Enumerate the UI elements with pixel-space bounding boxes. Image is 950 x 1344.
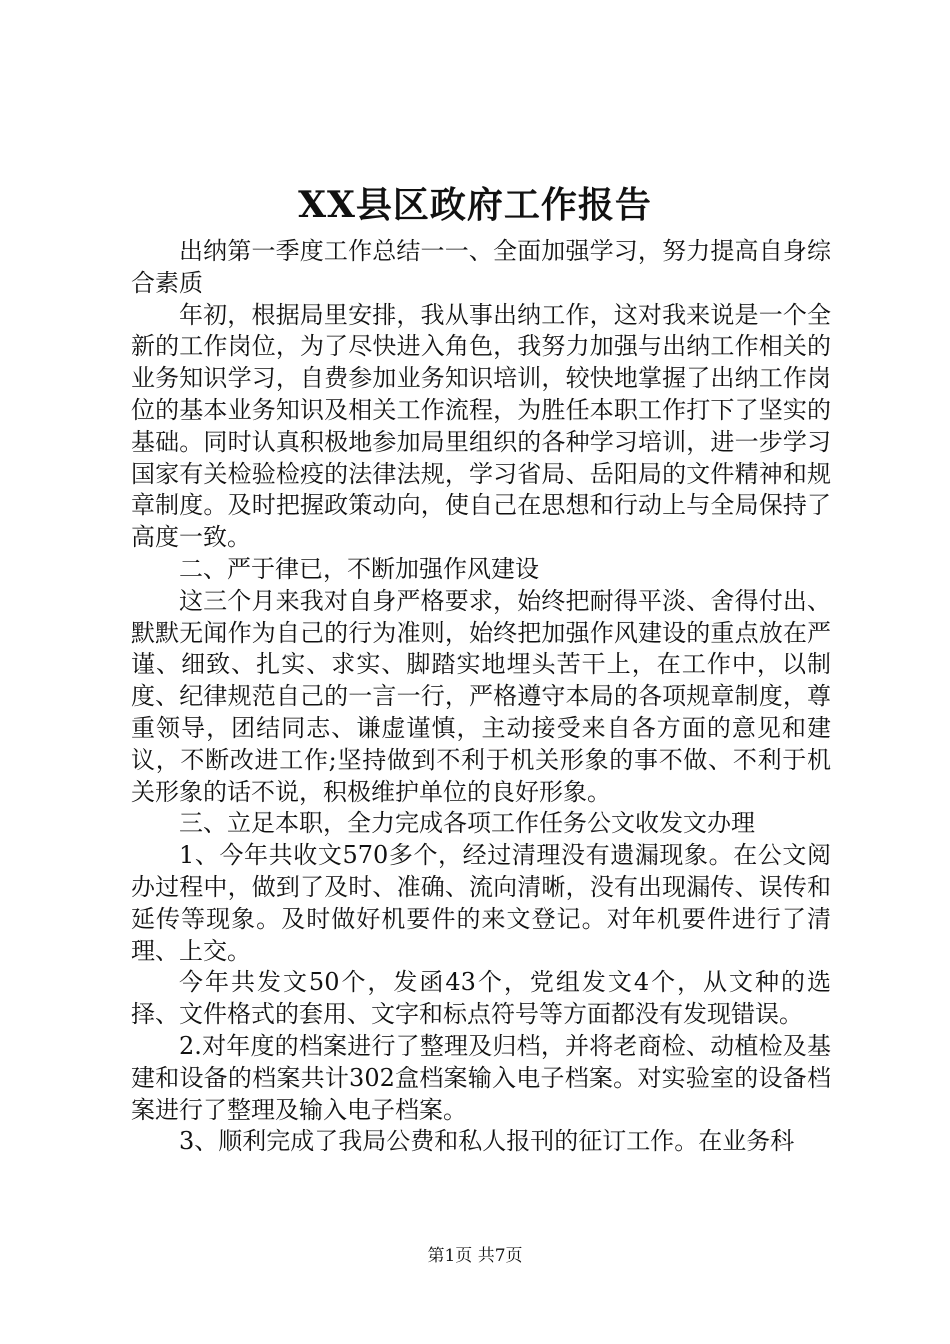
- paragraph: 二、严于律已，不断加强作风建设: [179, 554, 539, 583]
- paragraph: 今年共发文50个，发函43个，党组发文4个，从文种的选择、文件格式的套用、文字和标点符号等方面都没有发现错误。: [131, 968, 831, 1029]
- paragraph: 3、顺利完成了我局公费和私人报刊的征订工作。在业务科: [179, 1127, 795, 1156]
- page-number-footer: 第1页 共7页: [427, 1246, 523, 1266]
- paragraph: 年初，根据局里安排，我从事出纳工作，这对我来说是一个全新的工作岗位，为了尽快进入角色，我努力加强与出纳工作相关的业务知识学习，自费参加业务知识培训，较快地掌握了出纳工作岗位的基本业务知识及相关工作流程，为胜任本职工作打下了坚实的基础。同时认真积极地参加局里组织的各种学习培训，进一步学习国家有关检验检疫的法律法规，学习省局、岳阳局的文件精神和规章制度。及时把握政策动向，使自己在思想和行动上与全局保持了高度一致。: [131, 300, 831, 552]
- paragraph: 三、立足本职，全力完成各项工作任务公文收发文办理: [179, 809, 755, 838]
- paragraph: 2.对年度的档案进行了整理及归档，并将老商检、动植检及基建和设备的档案共计302盒档案输入电子档案。对实验室的设备档案进行了整理及输入电子档案。: [131, 1031, 831, 1124]
- paragraph: 这三个月来我对自身严格要求，始终把耐得平淡、舍得付出、默默无闻作为自己的行为准则，始终把加强作风建设的重点放在严谨、细致、扎实、求实、脚踏实地埋头苦干上，在工作中，以制度、纪律规范自己的一言一行，严格遵守本局的各项规章制度，尊重领导，团结同志、谦虚谨慎，主动接受来自各方面的意见和建议，不断改进工作;坚持做到不利于机关形象的事不做、不利于机关形象的话不说，积极维护单位的良好形象。: [131, 586, 831, 806]
- paragraph: 1、今年共收文570多个，经过清理没有遗漏现象。在公文阅办过程中，做到了及时、准确、流向清晰，没有出现漏传、误传和延传等现象。及时做好机要件的来文登记。对年机要件进行了清理、上交。: [131, 841, 831, 965]
- document-title: XX县区政府工作报告: [298, 184, 652, 226]
- document-body: [131, 236, 831, 1158]
- paragraph: 出纳第一季度工作总结一一、全面加强学习，努力提高自身综合素质: [131, 237, 831, 297]
